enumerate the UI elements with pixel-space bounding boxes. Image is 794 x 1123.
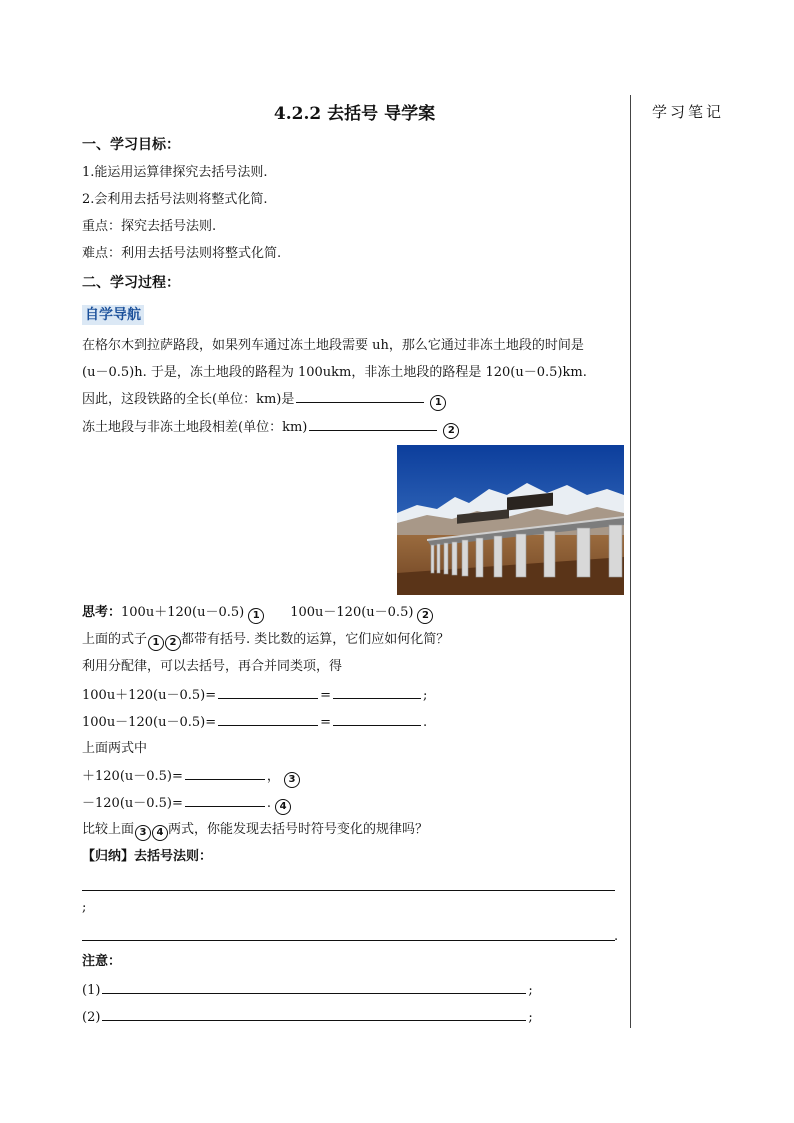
notes-divider xyxy=(630,95,631,1028)
circled-number-1: 1 xyxy=(430,395,446,411)
circled-number-2: 2 xyxy=(165,635,181,651)
intro-line-1: 在格尔木到拉萨路段，如果列车通过冻土地段需要 uh，那么它通过非冻土地段的时间是 xyxy=(82,338,584,353)
equation-1-equals: = xyxy=(320,688,331,703)
study-notes-label: 学习笔记 xyxy=(652,103,725,121)
equation-2-blank-b[interactable] xyxy=(333,713,421,726)
question-2-text: 冻土地段与非冻土地段相差(单位：km) xyxy=(82,420,308,435)
circled-number-3: 3 xyxy=(284,772,300,788)
answer-blank-2[interactable] xyxy=(309,418,437,431)
circled-number-4: 4 xyxy=(152,825,168,841)
railway-bridge-photo xyxy=(397,445,624,595)
summary-answer-line-2[interactable] xyxy=(82,940,615,941)
circled-number-2: 2 xyxy=(443,423,459,439)
equation-3-blank[interactable] xyxy=(185,767,265,780)
section2-heading: 二、学习过程： xyxy=(82,275,180,291)
question-1-text: 因此，这段铁路的全长(单位：km)是 xyxy=(82,392,295,407)
compare-text-b: 两式，你能发现去括号时符号变化的规律吗？ xyxy=(168,822,429,837)
summary-label: 【归纳】去括号法则： xyxy=(82,849,213,864)
notice-label: 注意： xyxy=(82,954,122,969)
intro-line-2: (u－0.5)h. 于是，冻土地段的路程为 100ukm，非冻土地段的路程是 120(u－0.5)km. xyxy=(82,365,587,380)
think-question-text-b: 都带有括号. 类比数的运算，它们应如何化简？ xyxy=(181,632,450,647)
distribute-text: 利用分配律，可以去括号，再合并同类项，得 xyxy=(82,659,343,674)
think-expr-2: 100u－120(u－0.5) xyxy=(290,605,414,620)
goal-2: 2.会利用去括号法则将整式化简. xyxy=(82,192,268,207)
circled-number-1: 1 xyxy=(148,635,164,651)
notice-item-1-blank[interactable] xyxy=(102,981,526,994)
equation-1-blank-a[interactable] xyxy=(218,686,318,699)
equation-2-blank-a[interactable] xyxy=(218,713,318,726)
equation-1-end: ; xyxy=(423,688,428,703)
self-study-badge: 自学导航 xyxy=(82,305,144,325)
summary-line-1-end: ; xyxy=(82,900,87,915)
equation-4-end: . xyxy=(266,796,272,811)
railway-photo-illustration xyxy=(397,445,624,595)
summary-answer-line-1[interactable] xyxy=(82,890,615,891)
notice-item-1-end: ; xyxy=(528,983,533,998)
equation-2-equals: = xyxy=(320,715,331,730)
think-expr-1: 100u＋120(u－0.5) xyxy=(121,605,245,620)
equation-1-blank-b[interactable] xyxy=(333,686,421,699)
equation-3-end: ， xyxy=(266,769,280,784)
compare-question xyxy=(82,821,428,841)
equation-3-left: ＋120(u－0.5)= xyxy=(82,769,183,784)
page-title: 4.2.2 去括号 导学案 xyxy=(273,104,436,124)
notice-item-2 xyxy=(82,1008,533,1027)
equation-2-left: 100u－120(u－0.5)= xyxy=(82,715,217,730)
equation-2-end: . xyxy=(423,715,428,730)
think-expressions xyxy=(82,604,433,624)
difficulty: 难点：利用去括号法则将整式化简. xyxy=(82,246,282,261)
answer-blank-1[interactable] xyxy=(296,390,424,403)
notice-item-2-blank[interactable] xyxy=(102,1008,526,1021)
notice-item-2-end: ; xyxy=(528,1010,533,1025)
equation-3 xyxy=(82,767,300,788)
equation-4 xyxy=(82,794,291,815)
question-1 xyxy=(82,390,446,411)
think-question-text-a: 上面的式子 xyxy=(82,632,148,647)
equation-2 xyxy=(82,713,427,732)
equation-1-left: 100u＋120(u－0.5)= xyxy=(82,688,217,703)
circled-number-3: 3 xyxy=(135,825,151,841)
circled-number-2: 2 xyxy=(417,608,433,624)
think-question xyxy=(82,631,449,651)
notice-item-1-number: (1) xyxy=(82,983,101,998)
section1-heading: 一、学习目标： xyxy=(82,137,180,153)
think-label: 思考： xyxy=(82,605,122,620)
key-point: 重点：探究去括号法则. xyxy=(82,219,217,234)
compare-text-a: 比较上面 xyxy=(82,822,135,837)
question-2 xyxy=(82,418,459,439)
equation-4-blank[interactable] xyxy=(185,794,265,807)
circled-number-4: 4 xyxy=(275,799,291,815)
goal-1: 1.能运用运算律探究去括号法则. xyxy=(82,165,268,180)
notice-item-2-number: (2) xyxy=(82,1010,101,1025)
circled-number-1: 1 xyxy=(248,608,264,624)
equation-4-left: －120(u－0.5)= xyxy=(82,796,183,811)
equation-1 xyxy=(82,686,427,705)
summary-line-2-end: . xyxy=(614,929,619,944)
notice-item-1 xyxy=(82,981,533,1000)
both-formulas-text: 上面两式中 xyxy=(82,741,148,756)
